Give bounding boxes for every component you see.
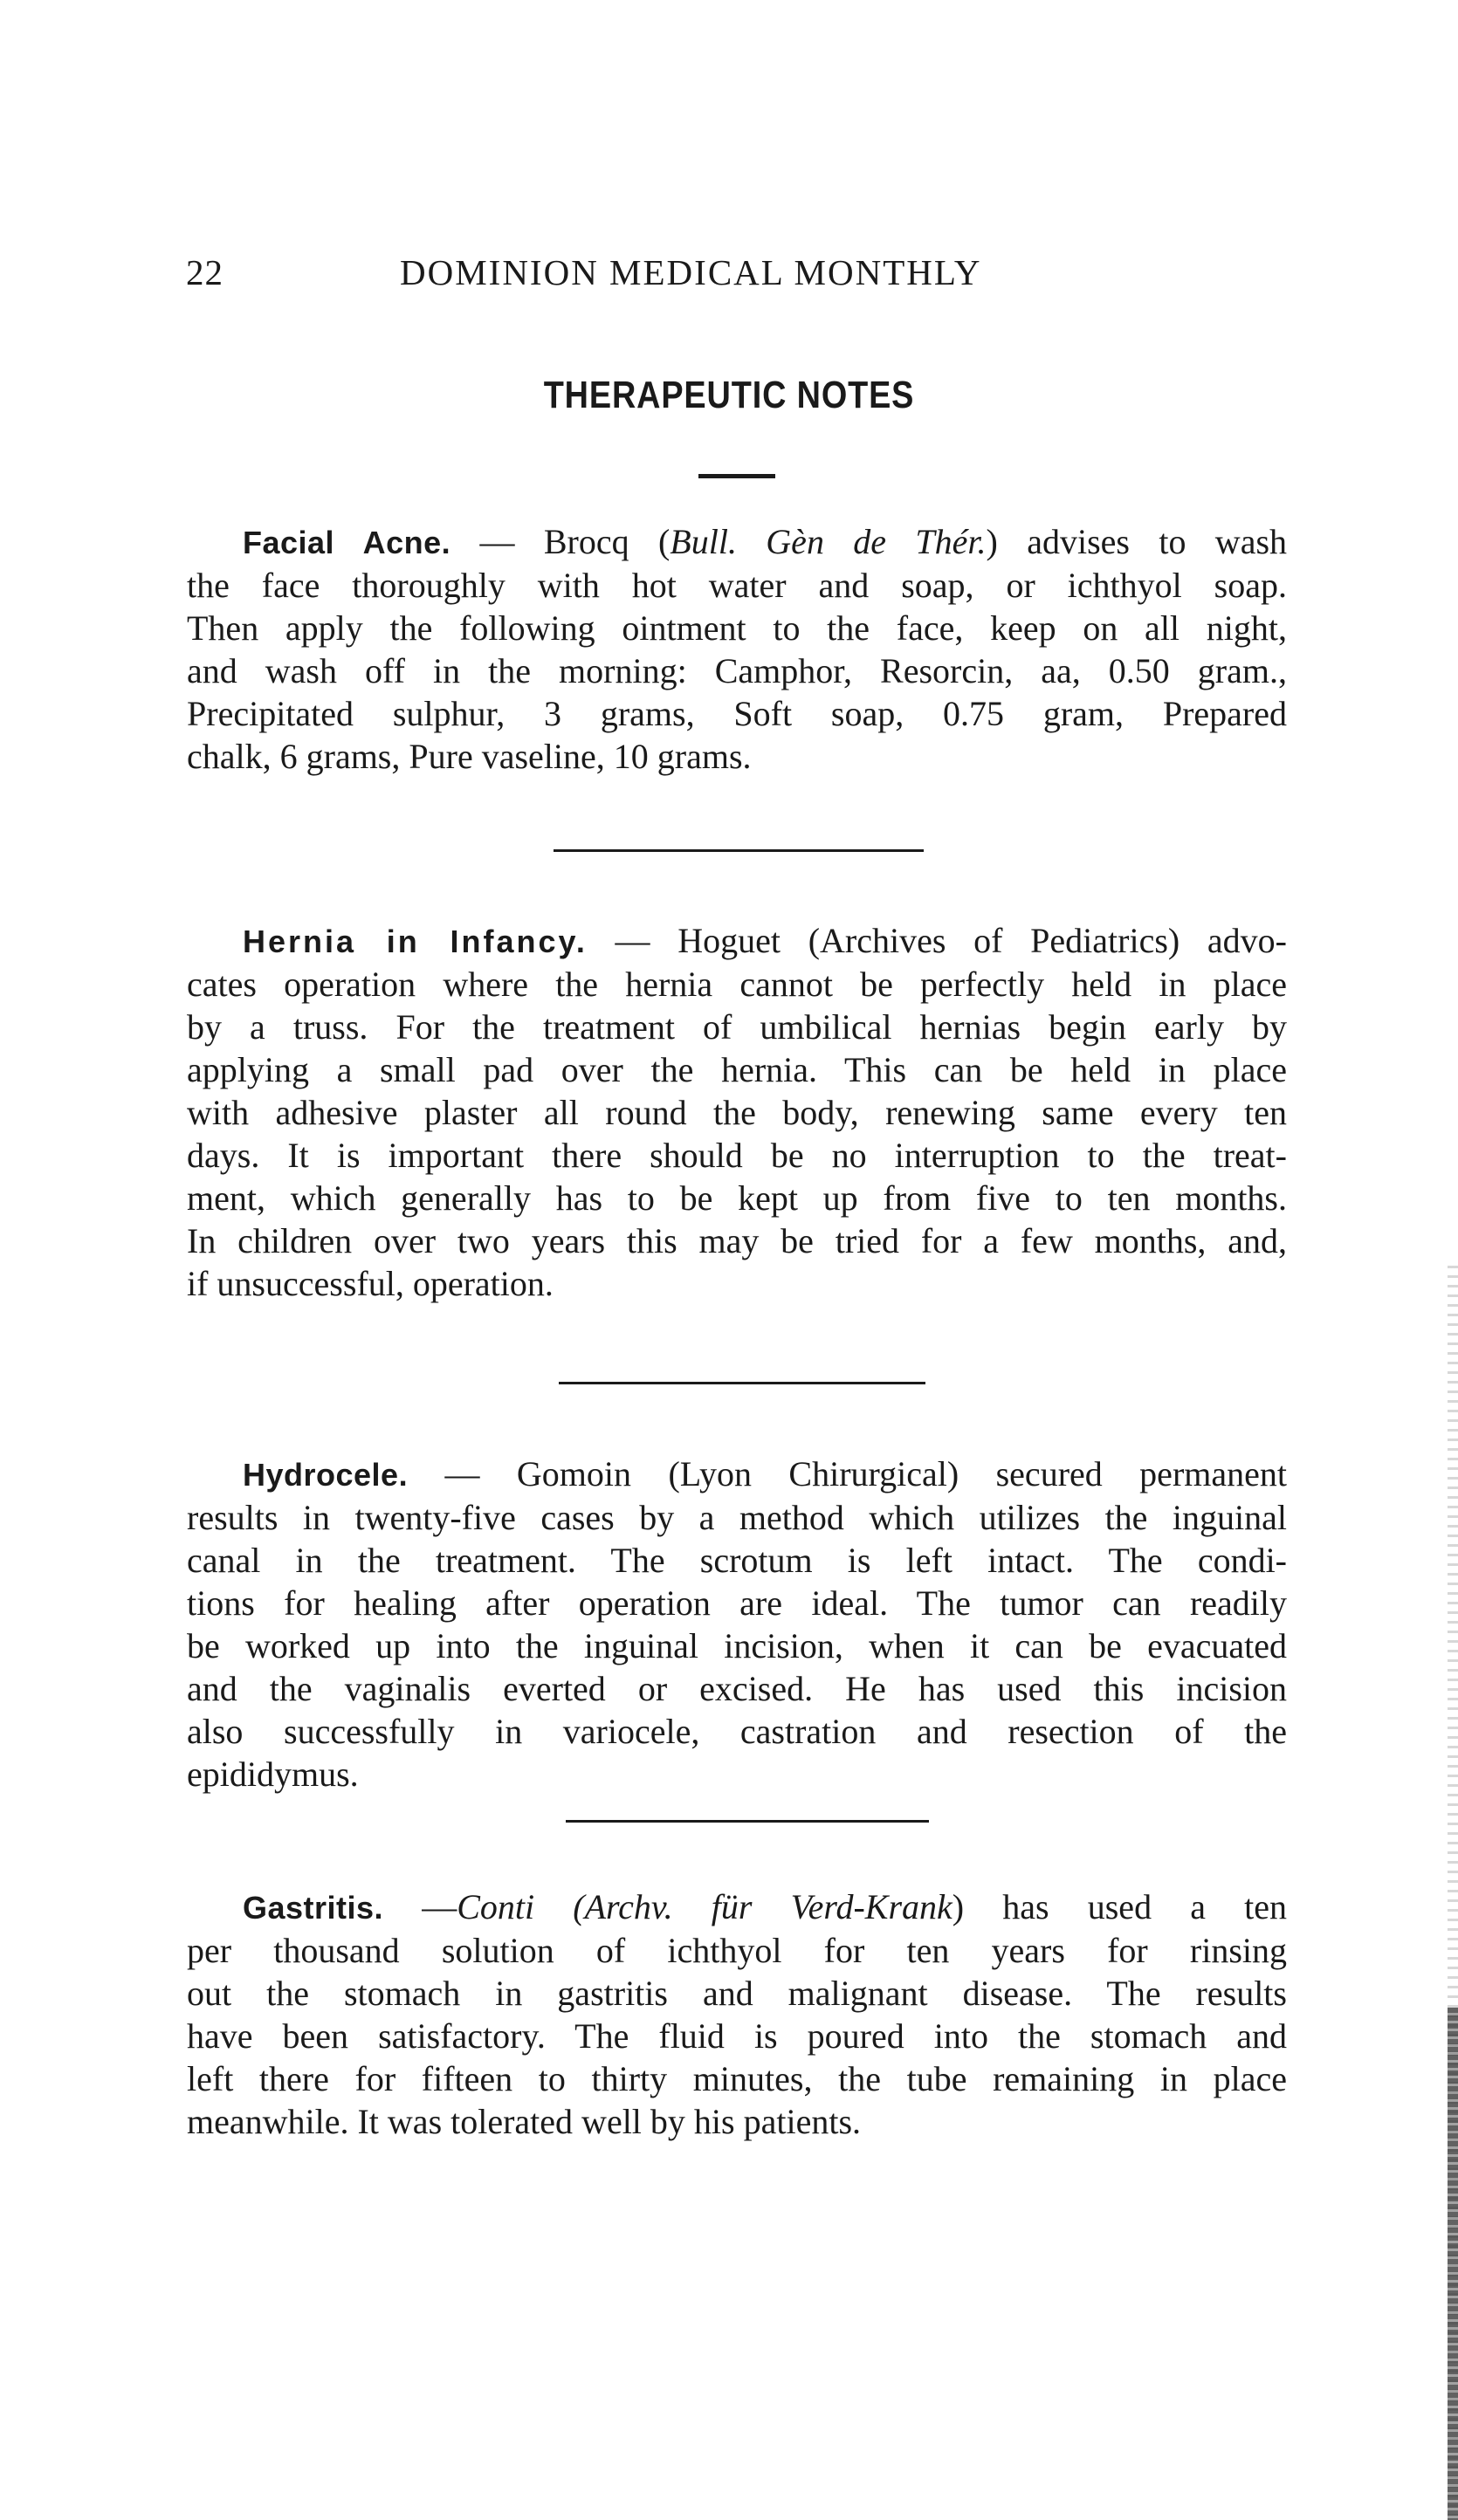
note-line: left there for fifteen to thirty minutes, the tube remaining in place [187,2059,1287,2098]
note-line: and wash off in the morning: Camphor, Resorcin, aa, 0.50 gram., [187,651,1287,690]
note-line: by a truss. For the treatment of umbilical hernias begin early by [187,1007,1287,1047]
note-line: cates operation where the hernia cannot be perfectly held in place [187,965,1287,1004]
section-divider [554,849,924,852]
note-text: — Gomoin (Lyon Chirurgical) secured permanent [408,1454,1287,1493]
scan-edge-artifact [1448,2008,1458,2520]
note-line: and the vaginalis everted or excised. He has used this incision [187,1669,1287,1708]
note-line: applying a small pad over the hernia. This can be held in place [187,1050,1287,1089]
note-line: ment, which generally has to be kept up from five to ten months. [187,1178,1287,1218]
note-line: be worked up into the inguinal incision, when it can be evacuated [187,1626,1287,1665]
note-line [187,919,1287,963]
note-heading: Hydrocele. [243,1457,409,1493]
note-text: — [383,1887,457,1926]
note-line: with adhesive plaster all round the body, renewing same every ten [187,1093,1287,1132]
note-line: the face thoroughly with hot water and soap, or ichthyol soap. [187,566,1287,605]
note-text: — Hoguet (Archives of Pediatrics) advo- [587,921,1287,960]
note-heading: Facial Acne. [243,525,451,560]
note-heading: Hernia in Infancy. [243,924,588,959]
page-number: 22 [186,252,224,292]
note-gastritis [187,1885,1287,2143]
note-line [187,1885,1287,1929]
citation-italic: Conti (Archv. für Verd-Krank [457,1887,953,1926]
note-line: out the stomach in gastritis and malignant disease. The results [187,1974,1287,2013]
note-line: have been satisfactory. The fluid is poured into the stomach and [187,2016,1287,2056]
title-rule [698,474,775,478]
note-line [187,1452,1287,1496]
note-text: ) advises to wash [986,522,1288,561]
note-line: In children over two years this may be tried for a few months, and, [187,1221,1287,1260]
note-line: canal in the treatment. The scrotum is left intact. The condi- [187,1541,1287,1580]
note-line: if unsuccessful, operation. [187,1264,554,1303]
note-line: also successfully in variocele, castration and resection of the [187,1712,1287,1751]
note-line: days. It is important there should be no interruption to the treat- [187,1136,1287,1175]
section-divider [566,1820,929,1823]
citation-italic: Bull. Gèn de Thér. [670,522,987,561]
note-hernia-in-infancy [187,919,1287,1305]
note-line: meanwhile. It was tolerated well by his patients. [187,2102,862,2141]
note-line: results in twenty-five cases by a method which utilizes the inguinal [187,1498,1287,1537]
note-hydrocele [187,1452,1287,1796]
journal-title: DOMINION MEDICAL MONTHLY [400,252,982,292]
section-divider [559,1382,925,1384]
note-line [187,520,1287,564]
note-line: chalk, 6 grams, Pure vaseline, 10 grams. [187,737,752,776]
note-line: epididymus. [187,1754,359,1794]
note-heading: Gastritis. [243,1890,384,1926]
note-facial-acne [187,520,1287,778]
note-line: Precipitated sulphur, 3 grams, Soft soap, 0.75 gram, Prepared [187,694,1287,733]
running-head [186,251,1076,295]
note-text: — Brocq ( [450,522,671,561]
section-title: THERAPEUTIC NOTES [543,374,915,416]
note-line: tions for healing after operation are ideal. The tumor can readily [187,1583,1287,1623]
note-line: per thousand solution of ichthyol for ten years for rinsing [187,1931,1287,1970]
note-text: ) has used a ten [952,1887,1287,1926]
note-line: Then apply the following ointment to the face, keep on all night, [187,608,1287,648]
